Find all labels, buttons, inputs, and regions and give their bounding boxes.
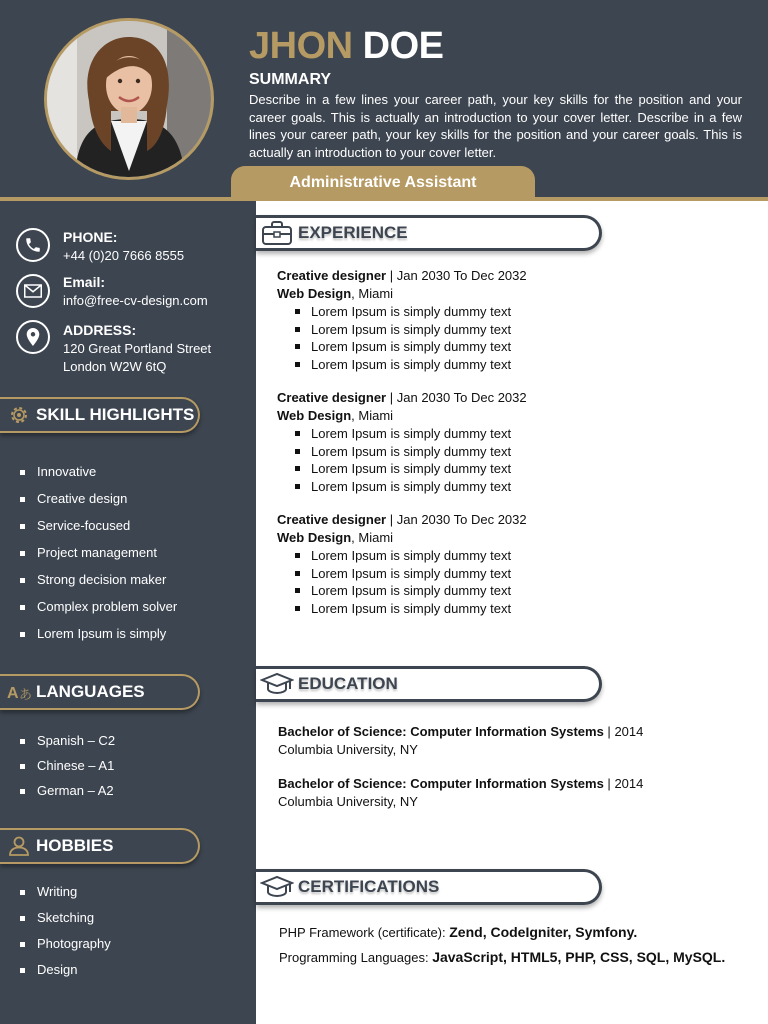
company: Web Design: [277, 530, 352, 545]
job-title: Creative designer: [277, 390, 387, 405]
email-icon: [16, 274, 50, 308]
skill-item: Service-focused: [20, 518, 177, 545]
experience-header: [256, 215, 602, 251]
certifications-header: [256, 869, 602, 905]
svg-text:あ: あ: [19, 687, 32, 702]
job-bullet: Lorem Ipsum is simply dummy text: [311, 443, 607, 461]
email-label: Email:: [63, 274, 106, 290]
job-bullet: Lorem Ipsum is simply dummy text: [311, 565, 607, 583]
briefcase-icon: [260, 218, 294, 248]
hobby-item: Design: [20, 962, 111, 988]
hobby-item: Writing: [20, 884, 111, 910]
candidate-name: [249, 24, 444, 68]
job-title: Creative designer: [277, 268, 387, 283]
job-bullet: Lorem Ipsum is simply dummy text: [311, 600, 607, 618]
job-title-tab: Administrative Assistant: [231, 166, 535, 200]
first-name: JHON: [249, 25, 353, 67]
phone-label: PHONE:: [63, 229, 118, 245]
summary-title: SUMMARY: [249, 71, 332, 88]
graduation-cap-icon: [260, 669, 294, 699]
job-bullet: Lorem Ipsum is simply dummy text: [311, 321, 607, 339]
skill-item: Creative design: [20, 491, 177, 518]
job-bullet: Lorem Ipsum is simply dummy text: [311, 338, 607, 356]
language-item: German – A2: [20, 783, 115, 808]
cert-label: PHP Framework (certificate):: [279, 925, 450, 940]
skill-item: Project management: [20, 545, 177, 572]
job-dates: Jan 2030 To Dec 2032: [396, 268, 527, 283]
hobby-item: Sketching: [20, 910, 111, 936]
skills-header: [0, 397, 200, 433]
job-entry: [277, 511, 607, 617]
job-location: , Miami: [351, 530, 394, 545]
languages-title: LANGUAGES: [36, 682, 145, 701]
person-icon: [4, 831, 34, 861]
email-value[interactable]: info@free-cv-design.com: [63, 293, 208, 308]
job-location: , Miami: [351, 408, 394, 423]
job-entry: [277, 267, 607, 373]
graduation-cap-icon: [260, 872, 294, 902]
job-bullet: Lorem Ipsum is simply dummy text: [311, 356, 607, 374]
job-dates: Jan 2030 To Dec 2032: [396, 512, 527, 527]
degree: Bachelor of Science: Computer Information Systems: [278, 724, 604, 739]
summary-text: Describe in a few lines your career path, your key skills for the position and your career goals. This is actually an introduction to your cover letter. Describe in a few lines your career path, your key skills for the position and your career goals. This is actually an introduction to your cover letter.: [249, 92, 742, 160]
hobbies-header: [0, 828, 200, 864]
hobbies-title: HOBBIES: [36, 836, 114, 855]
phone-icon: [16, 228, 50, 262]
job-bullet: Lorem Ipsum is simply dummy text: [311, 478, 607, 496]
address-line-1: 120 Great Portland Street: [63, 341, 212, 356]
job-title: Creative designer: [277, 512, 387, 527]
job-bullet: Lorem Ipsum is simply dummy text: [311, 303, 607, 321]
job-bullets: [277, 547, 607, 617]
job-bullets: [277, 425, 607, 495]
cert-label: Programming Languages:: [279, 950, 433, 965]
certification-line: [279, 948, 725, 967]
company: Web Design: [277, 408, 352, 423]
skill-item: Innovative: [20, 464, 177, 491]
skills-title: SKILL HIGHLIGHTS: [36, 405, 195, 424]
languages-list: [20, 733, 115, 808]
language-item: Spanish – C2: [20, 733, 115, 758]
education-entry: [278, 775, 728, 811]
education-entry: [278, 723, 728, 759]
certifications-title: CERTIFICATIONS: [298, 877, 440, 896]
languages-header: [0, 674, 200, 710]
school: Columbia University, NY: [278, 794, 418, 809]
job-bullets: [277, 303, 607, 373]
skill-item: Lorem Ipsum is simply: [20, 626, 177, 653]
phone-value[interactable]: +44 (0)20 7666 8555: [63, 248, 185, 263]
job-bullet: Lorem Ipsum is simply dummy text: [311, 582, 607, 600]
separator: |: [607, 724, 611, 739]
job-bullet: Lorem Ipsum is simply dummy text: [311, 460, 607, 478]
job-dates: Jan 2030 To Dec 2032: [396, 390, 527, 405]
education-title: EDUCATION: [298, 674, 398, 693]
company: Web Design: [277, 286, 352, 301]
skill-item: Strong decision maker: [20, 572, 177, 599]
skills-list: [20, 464, 177, 653]
cert-value: JavaScript, HTML5, PHP, CSS, SQL, MySQL.: [432, 949, 726, 965]
translate-icon: [4, 677, 34, 707]
separator: |: [389, 268, 394, 283]
profile-photo: [44, 18, 214, 180]
address-label: ADDRESS:: [63, 322, 137, 338]
cert-value: Zend, CodeIgniter, Symfony.: [449, 924, 638, 940]
separator: |: [607, 776, 611, 791]
degree: Bachelor of Science: Computer Information Systems: [278, 776, 604, 791]
last-name: DOE: [362, 25, 444, 67]
job-location: , Miami: [351, 286, 394, 301]
experience-title: EXPERIENCE: [298, 223, 408, 242]
skill-item: Complex problem solver: [20, 599, 177, 626]
language-item: Chinese – A1: [20, 758, 115, 783]
edu-year: 2014: [614, 776, 644, 791]
education-header: [256, 666, 602, 702]
svg-text:A: A: [7, 685, 19, 702]
school: Columbia University, NY: [278, 742, 418, 757]
location-icon: [16, 320, 50, 354]
hobbies-list: [20, 884, 111, 988]
certification-line: [279, 923, 637, 942]
job-bullet: Lorem Ipsum is simply dummy text: [311, 547, 607, 565]
job-bullet: Lorem Ipsum is simply dummy text: [311, 425, 607, 443]
job-entry: [277, 389, 607, 495]
separator: |: [389, 390, 394, 405]
hobby-item: Photography: [20, 936, 111, 962]
separator: |: [389, 512, 394, 527]
gear-icon: [4, 400, 34, 430]
address-line-2: London W2W 6tQ: [63, 359, 167, 374]
edu-year: 2014: [614, 724, 644, 739]
